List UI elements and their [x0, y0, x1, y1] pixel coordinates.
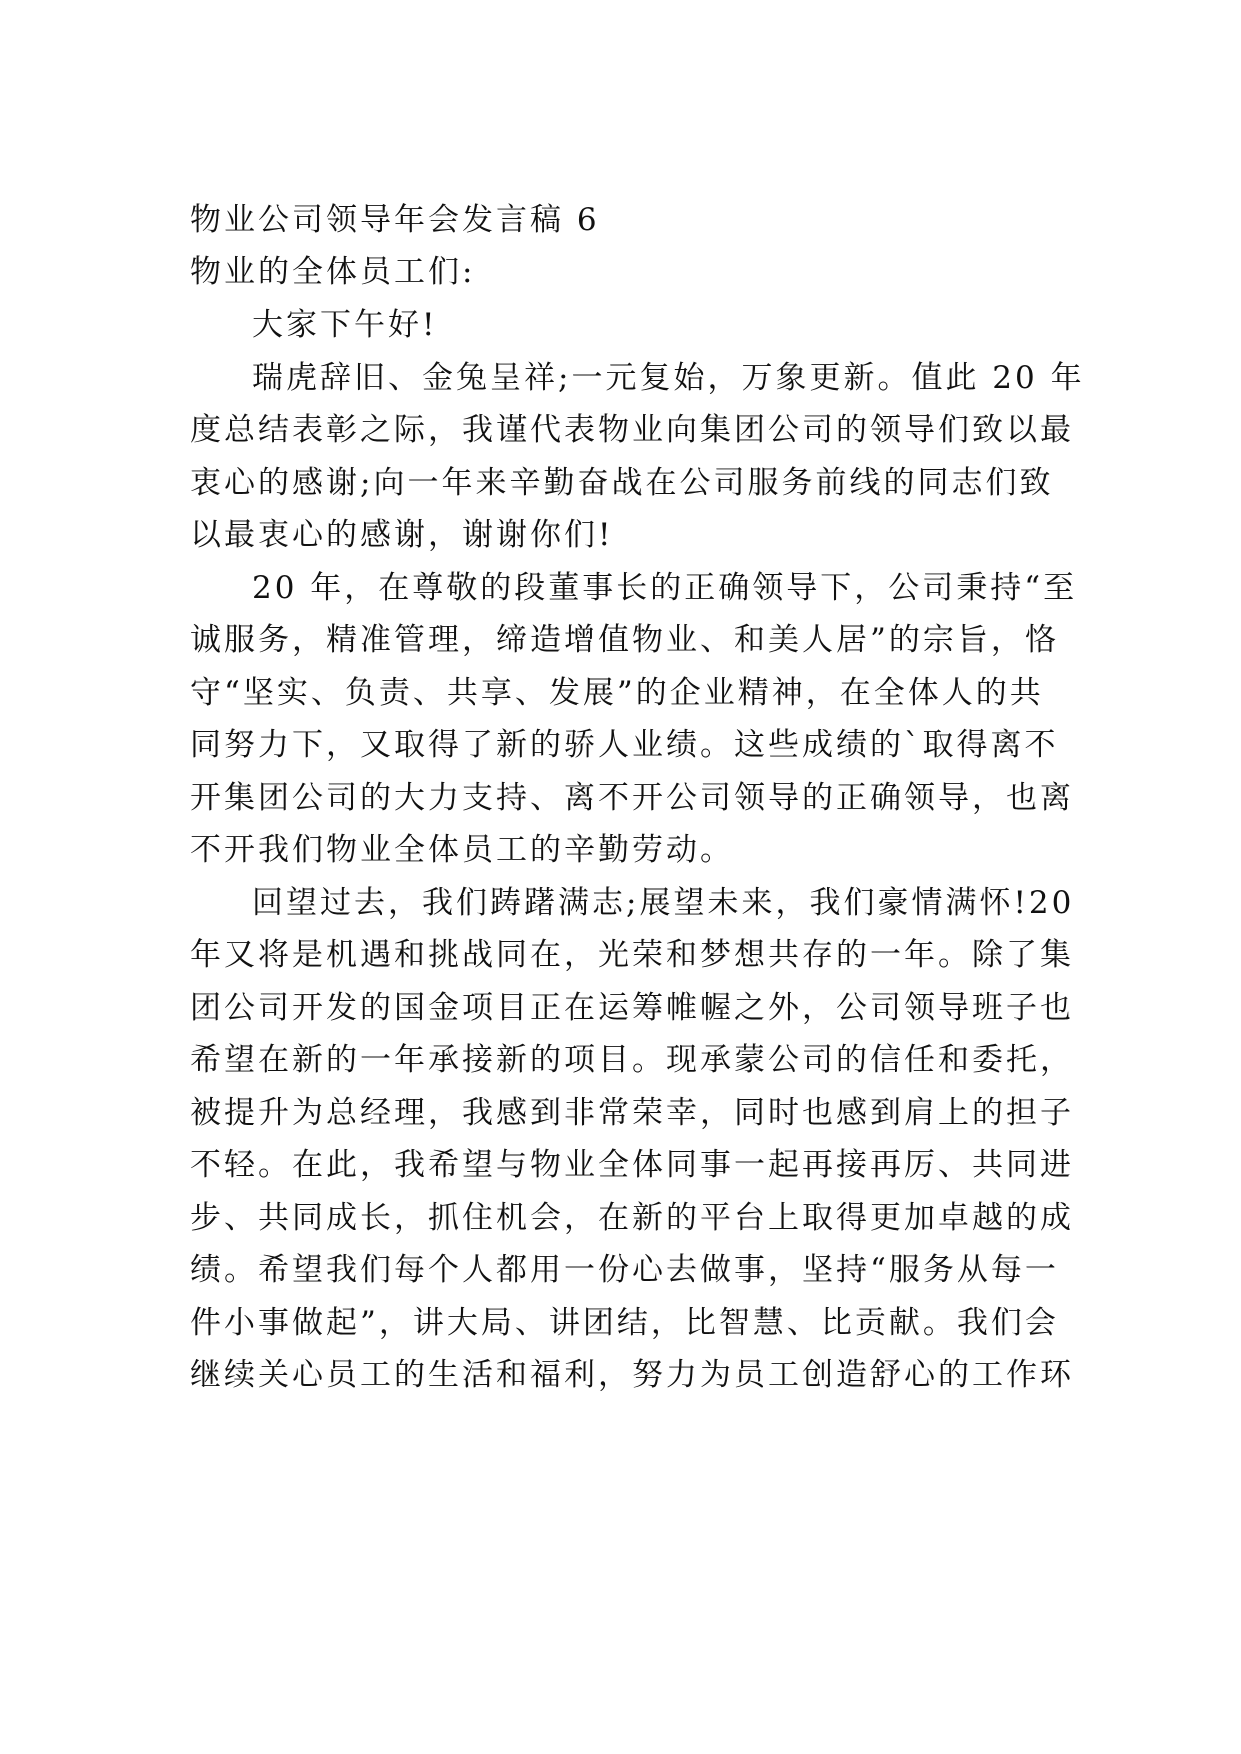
paragraph-line: 守“坚实、负责、共享、发展”的企业精神，在全体人的共: [190, 675, 1044, 711]
paragraph-line: 被提升为总经理，我感到非常荣幸，同时也感到肩上的担子: [190, 1095, 1074, 1131]
paragraph-line: 不轻。在此，我希望与物业全体同事一起再接再厉、共同进: [190, 1147, 1074, 1183]
paragraph-line: 同努力下，又取得了新的骄人业绩。这些成绩的`取得离不: [190, 727, 1059, 763]
paragraph-line: 以最衷心的感谢，谢谢你们!: [190, 517, 614, 553]
paragraph-line: 希望在新的一年承接新的项目。现承蒙公司的信任和委托，: [190, 1042, 1074, 1078]
paragraph-line: 步、共同成长，抓住机会，在新的平台上取得更加卓越的成: [190, 1200, 1074, 1236]
paragraph-line: 瑞虎辞旧、金兔呈祥;一元复始，万象更新。值此 20 年: [252, 360, 1085, 396]
paragraph-line: 件小事做起”，讲大局、讲团结，比智慧、比贡献。我们会: [190, 1305, 1059, 1341]
paragraph-line: 度总结表彰之际，我谨代表物业向集团公司的领导们致以最: [190, 412, 1074, 448]
paragraph-line: 继续关心员工的生活和福利，努力为员工创造舒心的工作环: [190, 1357, 1074, 1393]
paragraph-line: 团公司开发的国金项目正在运筹帷幄之外，公司领导班子也: [190, 990, 1074, 1026]
paragraph-line: 20 年，在尊敬的段董事长的正确领导下，公司秉持“至: [252, 570, 1078, 606]
document-title: 物业公司领导年会发言稿 6: [190, 202, 600, 238]
paragraph-line: 绩。希望我们每个人都用一份心去做事，坚持“服务从每一: [190, 1252, 1059, 1288]
paragraph-line: 诚服务，精准管理，缔造增值物业、和美人居”的宗旨，恪: [190, 622, 1059, 658]
paragraph-line: 回望过去，我们踌躇满志;展望未来，我们豪情满怀!20: [252, 885, 1075, 921]
paragraph-line: 年又将是机遇和挑战同在，光荣和梦想共存的一年。除了集: [190, 937, 1074, 973]
paragraph-line: 衷心的感谢;向一年来辛勤奋战在公司服务前线的同志们致: [190, 465, 1054, 501]
salutation: 物业的全体员工们:: [190, 254, 476, 290]
greeting: 大家下午好!: [252, 307, 438, 343]
paragraph-line: 不开我们物业全体员工的辛勤劳动。: [190, 832, 734, 868]
paragraph-line: 开集团公司的大力支持、离不开公司领导的正确领导，也离: [190, 780, 1074, 816]
